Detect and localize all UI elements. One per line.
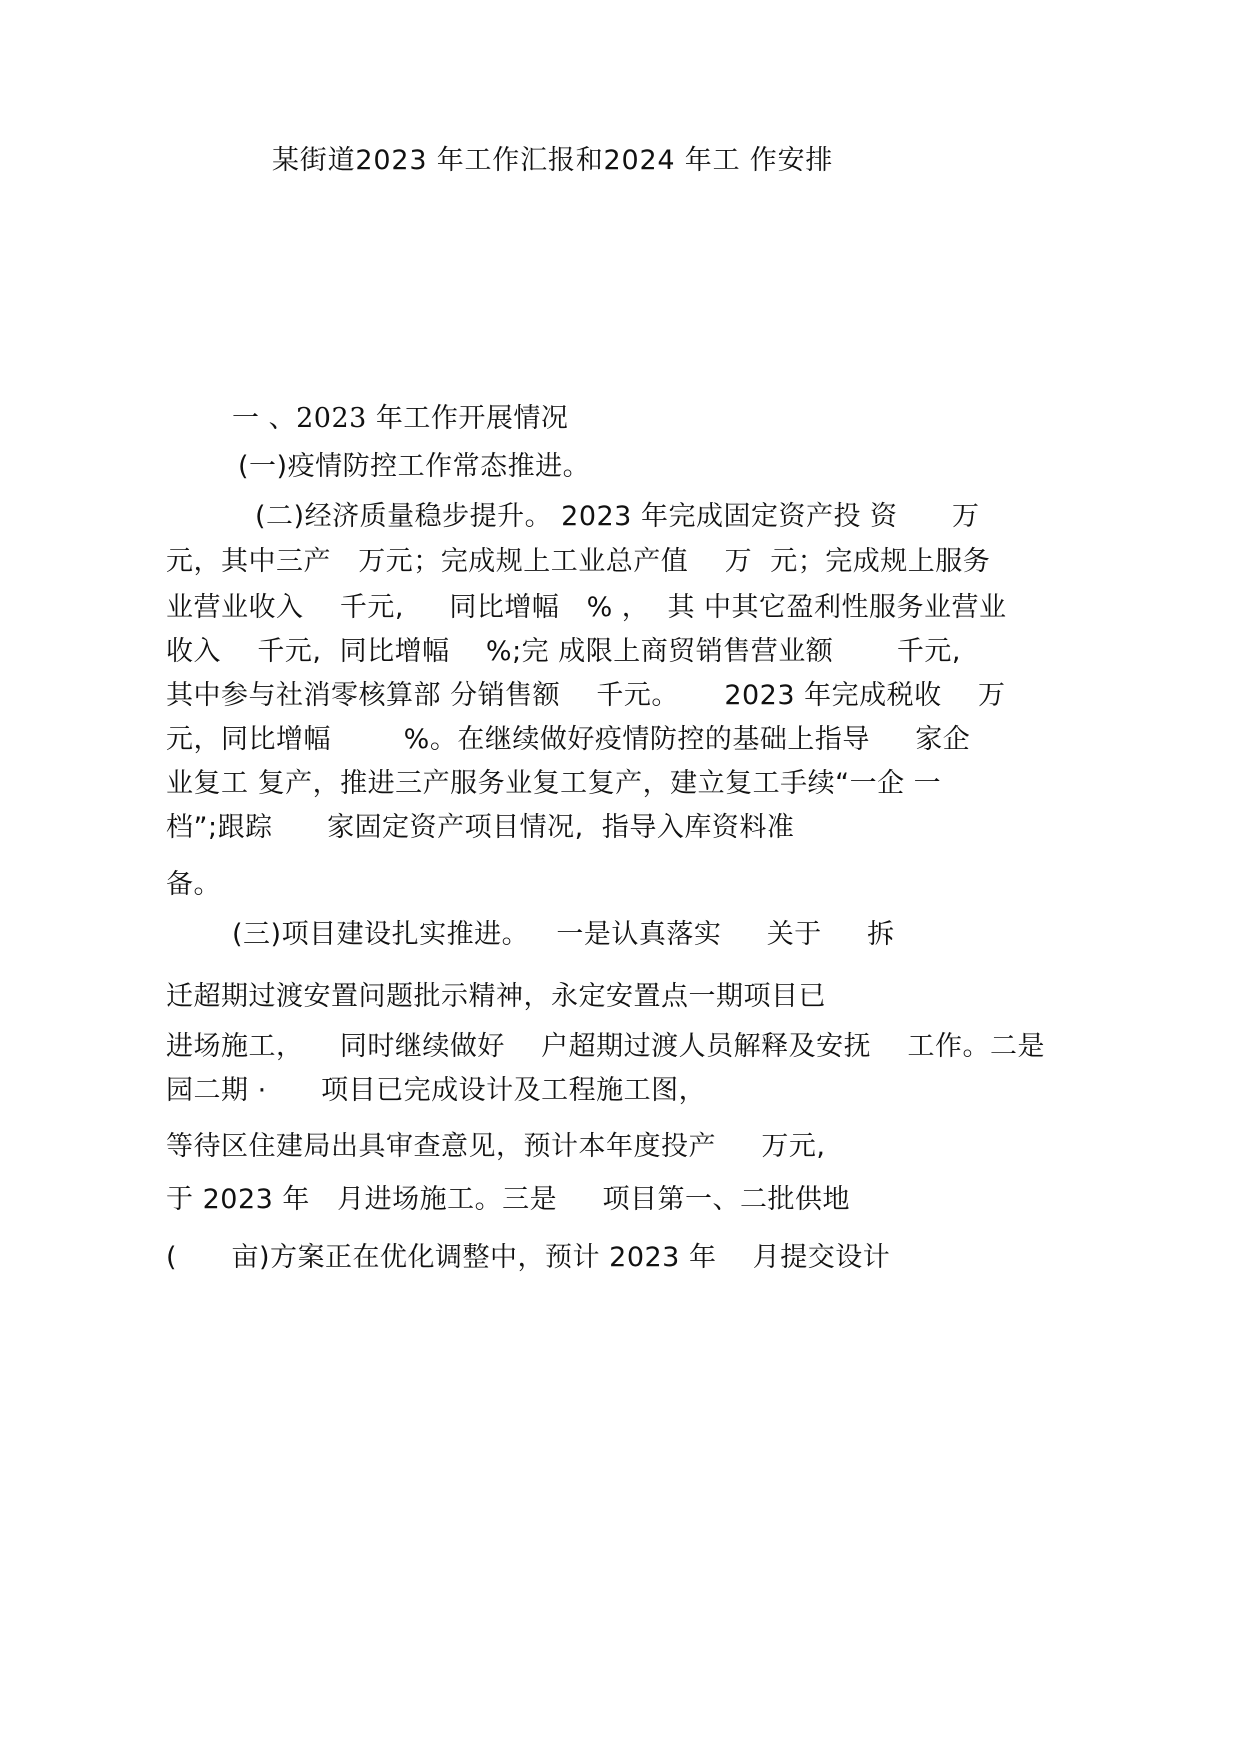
paragraph-line: 园二期 · 项目已完成设计及工程施工图， (166, 1075, 707, 1106)
paragraph-line: 业复工 复产，推进三产服务业复工复产，建立复工手续“一企 一 (166, 768, 942, 799)
paragraph-line: 迁超期过渡安置问题批示精神，永定安置点一期项目已 (166, 981, 826, 1012)
section-heading: 一 、2023 年工作开展情况 (232, 403, 569, 434)
paragraph-line: 档”;跟踪 家固定资产项目情况, 指导入库资料准 (166, 812, 795, 843)
paragraph-line: 业营业收入 千元, 同比增幅 % ， 其 中其它盈利性服务业营业 (166, 592, 1007, 623)
paragraph-line: 进场施工， 同时继续做好 户超期过渡人员解释及安抚 工作。二是 (166, 1031, 1045, 1062)
paragraph-line: (三)项目建设扎实推进。 一是认真落实 关于 拆 (232, 919, 895, 950)
paragraph-line: 等待区住建局出具审查意见，预计本年度投产 万元, (166, 1131, 826, 1162)
paragraph-line: 其中参与社消零核算部 分销售额 千元。 2023 年完成税收 万 (166, 680, 1006, 711)
paragraph-line: 元，其中三产 万元；完成规上工业总产值 万 元；完成规上服务 (166, 546, 991, 577)
paragraph-line: ( 亩)方案正在优化调整中，预计 2023 年 月提交设计 (166, 1242, 891, 1273)
paragraph-line: 收入 千元, 同比增幅 %;完 成限上商贸销售营业额 千元, (166, 636, 961, 667)
paragraph-line: 备。 (166, 869, 221, 900)
paragraph-line: (二)经济质量稳步提升。 2023 年完成固定资产投 资 万 (255, 501, 980, 532)
paragraph-line: 于 2023 年 月进场施工。三是 项目第一、二批供地 (166, 1184, 851, 1215)
paragraph-line: 元，同比增幅 %。在继续做好疫情防控的基础上指导 家企 (166, 724, 971, 755)
subsection-heading: (一)疫情防控工作常态推进。 (238, 451, 591, 482)
document-title: 某街道2023 年工作汇报和2024 年工 作安排 (272, 145, 834, 176)
